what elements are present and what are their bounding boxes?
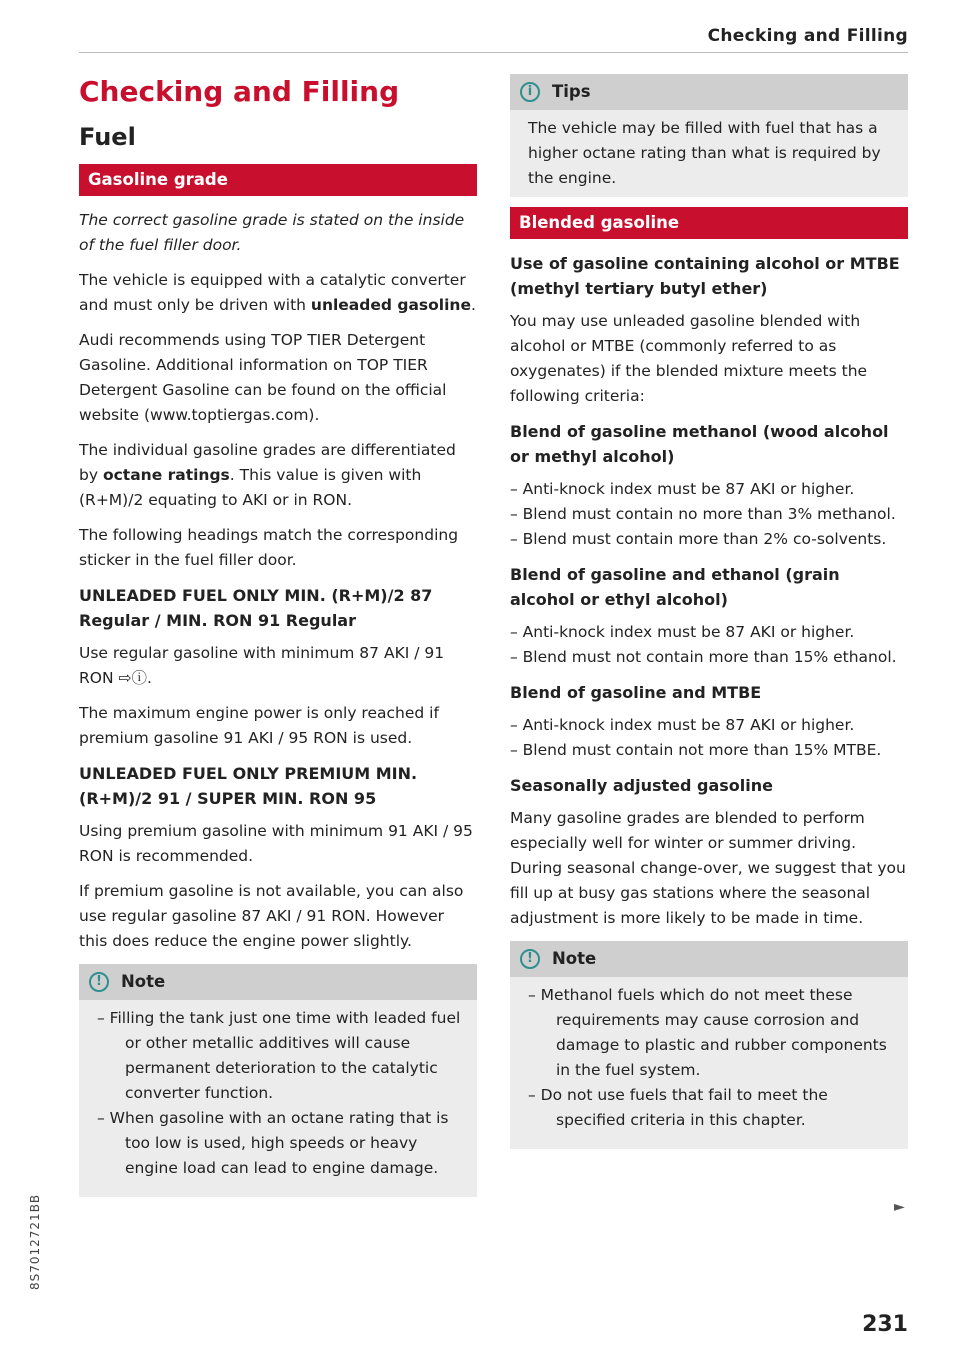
note-list [97, 1006, 467, 1181]
paragraph: Audi recommends using TOP TIER Detergent Gasoline. Additional information on TOP TIER Detergent Gasoline can be found on the official website (www.toptiergas.com). [79, 331, 447, 424]
list-item: – Anti-knock index must be 87 AKI or higher. [510, 716, 855, 734]
list-item: – Blend must contain not more than 15% MTBE. [510, 741, 882, 759]
note-body [79, 1000, 477, 1197]
subheading: Blend of gasoline and ethanol (grain alcohol or ethyl alcohol) [510, 565, 840, 609]
paragraph: If premium gasoline is not available, you can also use regular gasoline 87 AKI / 91 RON. However this does reduce the engine power slightly. [79, 882, 464, 950]
blended-gasoline-heading: Blended gasoline [510, 207, 908, 239]
continue-arrow-icon: ► [894, 1199, 905, 1215]
running-header: Checking and Filling [707, 26, 908, 46]
list-item: – Anti-knock index must be 87 AKI or higher. [510, 623, 855, 641]
list-item: – Blend must not contain more than 15% ethanol. [510, 648, 897, 666]
note-body [510, 977, 908, 1149]
note-header [510, 941, 908, 977]
section-title: Fuel [79, 123, 136, 151]
tips-header [510, 74, 908, 110]
paragraph: Use regular gasoline with minimum 87 AKI / 91 RON ⇨ⓘ. [79, 644, 445, 687]
subheading: Use of gasoline containing alcohol or MTBE (methyl tertiary butyl ether) [510, 254, 900, 298]
paragraph: Using premium gasoline with minimum 91 AKI / 95 RON is recommended. [79, 822, 473, 865]
subheading: UNLEADED FUEL ONLY MIN. (R+M)/2 87 Regular / MIN. RON 91 Regular [79, 586, 433, 630]
note-box [79, 964, 477, 1197]
page-number: 231 [862, 1312, 908, 1337]
list-item: – Blend must contain no more than 3% methanol. [510, 505, 896, 523]
subheading: Seasonally adjusted gasoline [510, 776, 773, 795]
tips-title: Tips [552, 82, 591, 101]
paragraph: Many gasoline grades are blended to perform especially well for winter or summer driving. During seasonal change-over, we suggest that you fill up at busy gas stations where the seasonal adjustment is more likely to be made in time. [510, 809, 906, 927]
tips-text: The vehicle may be filled with fuel that has a higher octane rating than what is required by the engine. [528, 119, 881, 187]
gasoline-grade-heading: Gasoline grade [79, 164, 477, 196]
mtbe-list [510, 713, 908, 763]
intro-text: The correct gasoline grade is stated on the inside of the fuel filler door. [79, 211, 465, 254]
note-title: Note [552, 949, 597, 968]
paragraph: The individual gasoline grades are differentiated by octane ratings. This value is given with (R+M)/2 equating to AKI or in RON. [79, 441, 456, 509]
note-title: Note [121, 972, 166, 991]
list-item: – Methanol fuels which do not meet these requirements may cause corrosion and damage to plastic and rubber components in the fuel system. [528, 986, 887, 1079]
paragraph: The following headings match the corresponding sticker in the fuel filler door. [79, 526, 459, 569]
list-item: – When gasoline with an octane rating that is too low is used, high speeds or heavy engine load can lead to engine damage. [97, 1109, 449, 1177]
note-header [79, 964, 477, 1000]
right-column [510, 74, 908, 1159]
ethanol-list [510, 620, 908, 670]
tips-box [510, 74, 908, 197]
info-icon: i [520, 82, 540, 102]
exclamation-icon: ! [520, 949, 540, 969]
list-item: – Do not use fuels that fail to meet the specified criteria in this chapter. [528, 1086, 828, 1129]
methanol-list [510, 477, 908, 552]
margin-code: 8S7012721BB [28, 1193, 42, 1290]
paragraph: The vehicle is equipped with a catalytic converter and must only be driven with unleaded gasoline. [79, 271, 476, 314]
note-list [528, 983, 898, 1133]
chapter-title: Checking and Filling [79, 75, 400, 108]
left-column [79, 74, 477, 1207]
subheading: UNLEADED FUEL ONLY PREMIUM MIN. (R+M)/2 91 / SUPER MIN. RON 95 [79, 764, 418, 808]
paragraph: You may use unleaded gasoline blended with alcohol or MTBE (commonly referred to as oxygenates) if the blended mixture meets the following criteria: [510, 312, 868, 405]
subheading: Blend of gasoline methanol (wood alcohol or methyl alcohol) [510, 422, 889, 466]
header-rule [79, 52, 908, 53]
exclamation-icon: ! [89, 972, 109, 992]
list-item: – Filling the tank just one time with leaded fuel or other metallic additives will cause permanent deterioration to the catalytic converter function. [97, 1009, 461, 1102]
list-item: – Blend must contain more than 2% co-solvents. [510, 530, 887, 548]
list-item: – Anti-knock index must be 87 AKI or higher. [510, 480, 855, 498]
tips-body [510, 110, 908, 197]
paragraph: The maximum engine power is only reached if premium gasoline 91 AKI / 95 RON is used. [79, 704, 439, 747]
note-box [510, 941, 908, 1149]
subheading: Blend of gasoline and MTBE [510, 683, 762, 702]
